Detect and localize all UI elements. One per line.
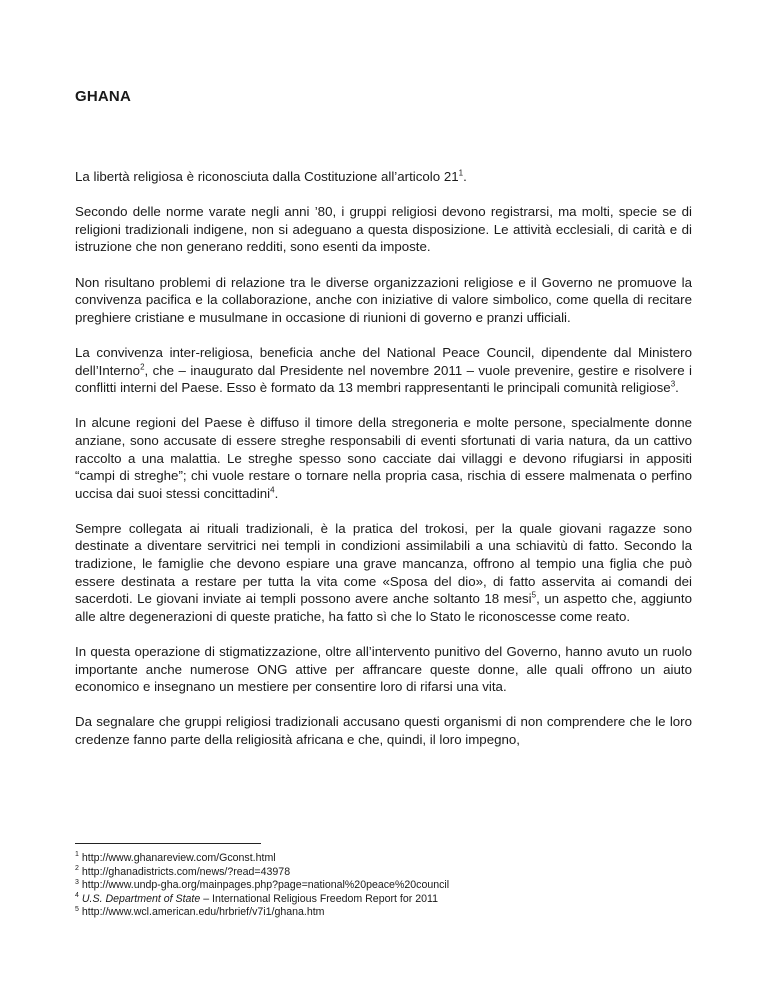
footnote-ref-1[interactable]: 1 <box>458 168 464 178</box>
footnote-3 <box>75 879 449 893</box>
footnote-link[interactable]: http://www.ghanareview.com/Gconst.html <box>81 852 276 864</box>
paragraph-1 <box>75 168 692 186</box>
paragraph-1-text: La libertà religiosa è riconosciuta dalla Costituzione all’articolo 21 <box>75 169 459 184</box>
footnote-number: 5 <box>75 905 79 913</box>
footnote-ref-4[interactable]: 4 <box>270 485 275 495</box>
paragraph-1-end: . <box>463 169 467 184</box>
paragraph-7: In questa operazione di stigmatizzazione, oltre all’intervento punitivo del Governo, hanno avuto un ruolo importante anche numerose ONG attive per affrancare queste donne, alle quali offrono un aiuto economico e insegnano un mestiere per consentire loro di rifarsi una vita. <box>75 644 692 695</box>
footnote-number: 4 <box>75 892 79 900</box>
paragraph-4-end: . <box>675 380 679 396</box>
footnote-source: U.S. Department of State <box>81 892 201 905</box>
paragraph-3: Non risultano problemi di relazione tra le diverse organizzazioni religiose e il Governo ne promuove la convivenza pacifica e la collaborazione, anche con iniziative di valore simbolico, come quella di recitare preghiere cristiane e musulmane in occasione di riunioni di governo e pranzi ufficiali. <box>75 274 692 325</box>
footnote-separator <box>75 843 261 844</box>
paragraph-6 <box>75 520 692 626</box>
footnote-link[interactable]: http://www.wcl.american.edu/hrbrief/v7i1/ghana.htm <box>81 906 325 919</box>
footnote-number: 1 <box>75 851 79 859</box>
footnote-4 <box>75 893 449 907</box>
footnote-text: – International Religious Freedom Report for 2011 <box>200 892 438 905</box>
footnote-5 <box>75 906 449 920</box>
paragraph-5 <box>75 414 692 502</box>
footnote-ref-5[interactable]: 5 <box>531 590 537 600</box>
paragraph-8: Da segnalare che gruppi religiosi tradizionali accusano questi organismi di non comprendere che le loro credenze fanno parte della religiosità africana e che, quindi, il loro impegno, <box>75 714 692 747</box>
footnote-ref-2[interactable]: 2 <box>140 362 145 372</box>
footnote-link[interactable]: http://ghanadistricts.com/news/?read=43978 <box>81 865 291 878</box>
paragraph-5-text: In alcune regioni del Paese è diffuso il timore della stregoneria e molte persone, specialmente donne anziane, sono accusate di essere streghe responsabili di eventi sfortunati di varia natura, da un cattivo raccolto a una malattia. Le streghe spesso sono cacciate dai villaggi e devono rifugiarsi in appositi “campi di streghe”; chi vuole restare o tornare nella propria casa, rischia di essere malmenata o perfino uccisa dai suoi stessi concittadini <box>75 415 692 501</box>
footnote-number: 2 <box>75 865 79 873</box>
paragraph-5-end: . <box>274 485 279 501</box>
document-body <box>75 168 692 766</box>
footnote-1 <box>75 852 449 866</box>
footnote-2 <box>75 866 449 880</box>
footnote-number: 3 <box>75 878 79 886</box>
paragraph-4 <box>75 344 692 397</box>
footnotes <box>75 852 449 920</box>
paragraph-6-text-a: Sempre collegata ai rituali tradizionali, è la pratica del trokosi, per la quale giovani ragazze sono destinate a diventare servitrici nei templi in condizioni assimilabili a una schiavitù di fatto. Secondo la tradizione, le famiglie che devono espiare una grave mancanza, offrono al tempio una figlia che può essere destinata a restare per tutta la vita come «Sposa del dio», di fatto asservita ai comandi dei sacerdoti. Le giovani inviate ai templi possono avere anche soltanto 18 mesi <box>75 520 692 607</box>
paragraph-6-text-b: , un aspetto che, aggiunto alle altre degenerazioni di queste pratiche, ha fatto sì che lo Stato le riconoscesse come reato. <box>75 591 693 624</box>
page-title: GHANA <box>75 88 131 105</box>
paragraph-4-text-b: , che – inaugurato dal Presidente nel novembre 2011 – vuole prevenire, gestire e risolvere i conflitti interni del Paese. Esso è formato da 13 membri rappresentanti le principali comunità religiose <box>75 362 692 396</box>
paragraph-4-text-a: La convivenza inter-religiosa, beneficia anche del National Peace Council, dipendente dal Ministero dell’Interno <box>75 344 692 378</box>
footnote-link[interactable]: http://www.undp-gha.org/mainpages.php?page=national%20peace%20council <box>81 879 450 892</box>
footnote-ref-3[interactable]: 3 <box>670 379 676 389</box>
paragraph-2: Secondo delle norme varate negli anni ’80, i gruppi religiosi devono registrarsi, ma molti, specie se di religioni tradizionali indigene, non si adeguano a questa disposizione. Le attività ecclesiali, di carità e di istruzione che non generano redditi, sono esenti da imposte. <box>75 204 692 255</box>
